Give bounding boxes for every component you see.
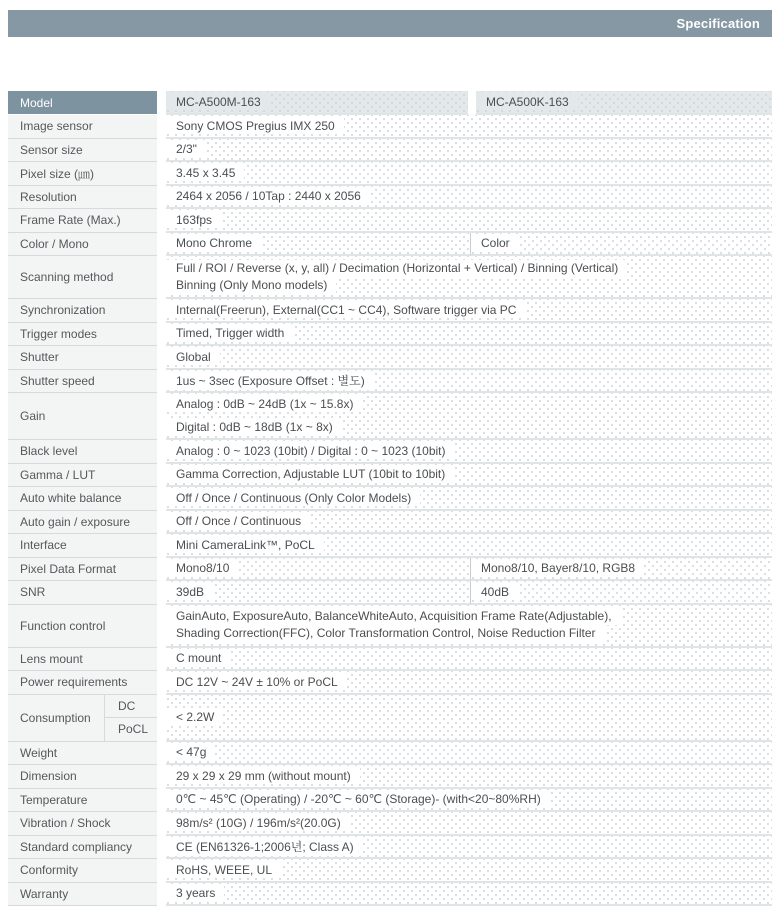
value-cell (166, 534, 772, 558)
table-row (8, 789, 772, 813)
value-cell (166, 812, 772, 836)
column-gap (157, 765, 166, 789)
table-row (8, 233, 772, 257)
row-value-line (166, 118, 772, 134)
row-value-line (166, 837, 772, 856)
column-gap (157, 671, 166, 695)
model-value-cell-right (476, 91, 772, 115)
model-name-mono-line (166, 94, 468, 110)
table-row (8, 765, 772, 789)
column-gap (157, 440, 166, 464)
row-value-line (166, 325, 772, 341)
row-value: Off / Once / Continuous (166, 513, 310, 529)
row-label: Frame Rate (Max.) (8, 209, 157, 233)
row-value: 29 x 29 x 29 mm (without mount) (166, 768, 360, 784)
column-gap (157, 487, 166, 511)
model-name-mono: MC-A500M-163 (166, 94, 270, 110)
row-value-line (166, 302, 772, 318)
column-gap (157, 139, 166, 163)
value-cell (166, 836, 772, 860)
value-cell-color (470, 233, 772, 257)
value-cell (166, 370, 772, 394)
value-cell (166, 883, 772, 907)
column-gap (157, 299, 166, 323)
table-row-model (8, 91, 772, 115)
row-value-line (166, 885, 772, 901)
row-value: Timed, Trigger width (166, 325, 293, 341)
row-value: GainAuto, ExposureAuto, BalanceWhiteAuto, Acquisition Frame Rate(Adjustable), (166, 608, 621, 625)
section-title: Specification (676, 16, 760, 31)
row-value-line (166, 744, 772, 760)
table-row (8, 393, 772, 440)
value-cell (166, 393, 772, 440)
value-cell (166, 605, 772, 648)
row-label: Vibration / Shock (8, 812, 157, 836)
row-value: Mono8/10 (166, 560, 238, 576)
row-value: Off / Once / Continuous (Only Color Models) (166, 490, 420, 506)
column-gap (157, 256, 166, 299)
row-value-line (166, 584, 470, 600)
row-value: 1us ~ 3sec (Exposure Offset : 별도) (166, 371, 374, 390)
value-cell-color (470, 558, 772, 582)
consumption-sub-label: PoCL (105, 717, 157, 741)
row-value: Mini CameraLink™, PoCL (166, 537, 324, 553)
row-value: 40dB (471, 584, 518, 600)
row-value: 0℃ ~ 45℃ (Operating) / -20℃ ~ 60℃ (Storage)- (with<20~80%RH) (166, 791, 550, 807)
row-value-line (166, 768, 772, 784)
row-value: Binning (Only Mono models) (166, 277, 336, 294)
value-cell (166, 765, 772, 789)
table-row (8, 440, 772, 464)
row-value-line (166, 490, 772, 506)
row-label: Power requirements (8, 671, 157, 695)
row-value: 3.45 x 3.45 (166, 165, 244, 181)
table-row (8, 648, 772, 672)
row-value-line (166, 393, 772, 416)
row-label: Black level (8, 440, 157, 464)
column-gap (157, 836, 166, 860)
column-gap (157, 605, 166, 648)
row-label: Dimension (8, 765, 157, 789)
table-row (8, 742, 772, 766)
table-row (8, 186, 772, 210)
column-gap (157, 558, 166, 582)
row-value-line (166, 709, 772, 725)
row-value: CE (EN61326-1;2006년; Class A) (166, 837, 363, 856)
column-gap (157, 883, 166, 907)
table-row (8, 581, 772, 605)
column-gap (157, 209, 166, 233)
value-cell (166, 299, 772, 323)
row-value: C mount (166, 650, 230, 666)
table-row (8, 162, 772, 186)
row-value: Sony CMOS Pregius IMX 250 (166, 118, 344, 134)
row-value: DC 12V ~ 24V ± 10% or PoCL (166, 674, 347, 690)
column-gap (157, 511, 166, 535)
value-cell (166, 464, 772, 488)
row-label: Pixel Data Format (8, 558, 157, 582)
value-cell (166, 440, 772, 464)
value-cell-mono (166, 233, 470, 257)
row-label: Function control (8, 605, 157, 648)
row-value-line (166, 371, 772, 390)
row-value-line (166, 235, 470, 251)
column-gap (157, 695, 166, 742)
row-label: Shutter speed (8, 370, 157, 394)
row-label: SNR (8, 581, 157, 605)
row-value: < 2.2W (166, 709, 223, 725)
column-gap (157, 393, 166, 440)
row-value: Digital : 0dB ~ 18dB (1x ~ 8x) (166, 419, 342, 435)
spec-table (8, 91, 772, 906)
row-value-line (166, 625, 772, 642)
model-name-color-line (476, 94, 772, 110)
column-gap (157, 233, 166, 257)
row-label: Trigger modes (8, 323, 157, 347)
row-label: Auto white balance (8, 487, 157, 511)
table-row (8, 115, 772, 139)
row-value: Mono8/10, Bayer8/10, RGB8 (471, 560, 644, 576)
row-label: Interface (8, 534, 157, 558)
row-value-line (166, 260, 772, 277)
table-row (8, 534, 772, 558)
column-gap (157, 186, 166, 210)
row-label: Warranty (8, 883, 157, 907)
column-gap (157, 581, 166, 605)
value-cell (166, 511, 772, 535)
table-row (8, 299, 772, 323)
table-row (8, 209, 772, 233)
row-value-line (166, 443, 772, 459)
row-value: 98m/s² (10G) / 196m/s²(20.0G) (166, 815, 350, 831)
table-row (8, 605, 772, 648)
value-cell (166, 789, 772, 813)
table-row (8, 558, 772, 582)
row-value-line (166, 349, 772, 365)
value-cell (166, 648, 772, 672)
consumption-label: Consumption (20, 710, 91, 725)
table-row (8, 256, 772, 299)
table-row (8, 859, 772, 883)
value-cell (166, 346, 772, 370)
column-gap (157, 859, 166, 883)
column-gap (157, 115, 166, 139)
value-cell-mono (166, 581, 470, 605)
row-label: Sensor size (8, 139, 157, 163)
row-value-line (166, 513, 772, 529)
row-label: Temperature (8, 789, 157, 813)
row-value-line (166, 608, 772, 625)
column-gap (157, 648, 166, 672)
row-label: Weight (8, 742, 157, 766)
table-row (8, 671, 772, 695)
table-row-consumption (8, 695, 772, 742)
table-row (8, 812, 772, 836)
row-value: 3 years (166, 885, 224, 901)
row-value: Analog : 0 ~ 1023 (10bit) / Digital : 0 ~ 1023 (10bit) (166, 443, 455, 459)
value-cell (166, 695, 772, 742)
column-gap (157, 323, 166, 347)
model-value-cell-left (166, 91, 468, 115)
table-row (8, 346, 772, 370)
value-cell (166, 186, 772, 210)
row-value-line (166, 537, 772, 553)
row-label: Resolution (8, 186, 157, 210)
table-row (8, 836, 772, 860)
row-value: Internal(Freerun), External(CC1 ~ CC4), Software trigger via PC (166, 302, 525, 318)
value-cell (166, 671, 772, 695)
column-gap (157, 812, 166, 836)
value-cell (166, 323, 772, 347)
row-value: 163fps (166, 212, 221, 228)
row-label: Standard compliancy (8, 836, 157, 860)
table-row (8, 464, 772, 488)
row-label: Lens mount (8, 648, 157, 672)
row-value: 2464 x 2056 / 10Tap : 2440 x 2056 (166, 188, 370, 204)
column-gap (157, 789, 166, 813)
row-label: Shutter (8, 346, 157, 370)
table-row (8, 323, 772, 347)
column-gap (157, 534, 166, 558)
row-label: Image sensor (8, 115, 157, 139)
row-value-line (166, 862, 772, 878)
row-value: Global (166, 349, 220, 365)
table-row (8, 139, 772, 163)
row-value-line (166, 815, 772, 831)
column-gap (157, 91, 166, 115)
row-label: Conformity (8, 859, 157, 883)
row-value-line (166, 212, 772, 228)
model-name-color: MC-A500K-163 (476, 94, 578, 110)
row-label: Scanning method (8, 256, 157, 299)
row-value: RoHS, WEEE, UL (166, 862, 281, 878)
row-value: 2/3" (166, 141, 206, 157)
value-cell (166, 859, 772, 883)
row-value-line (166, 560, 470, 576)
table-row (8, 487, 772, 511)
row-value: 39dB (166, 584, 213, 600)
table-row (8, 883, 772, 907)
value-cell-mono (166, 558, 470, 582)
row-value: < 47g (166, 744, 215, 760)
value-cell (166, 209, 772, 233)
column-gap (157, 370, 166, 394)
row-label: Pixel size (㎛) (8, 162, 157, 186)
value-cell (166, 115, 772, 139)
value-cell (166, 256, 772, 299)
table-row (8, 511, 772, 535)
row-value-line (166, 416, 772, 439)
row-value: Mono Chrome (166, 235, 261, 251)
row-value-line (166, 791, 772, 807)
row-value: Shading Correction(FFC), Color Transformation Control, Noise Reduction Filter (166, 625, 605, 642)
value-cell (166, 487, 772, 511)
row-value: Full / ROI / Reverse (x, y, all) / Decimation (Horizontal + Vertical) / Binning (Vertical) (166, 260, 627, 277)
row-label: Color / Mono (8, 233, 157, 257)
column-gap (157, 346, 166, 370)
table-row (8, 370, 772, 394)
row-value: Analog : 0dB ~ 24dB (1x ~ 15.8x) (166, 396, 362, 412)
specification-page (0, 10, 780, 906)
row-value-line (471, 235, 772, 251)
row-label-group (8, 695, 157, 742)
row-value-line (166, 165, 772, 181)
value-cell-color (470, 581, 772, 605)
value-cell (166, 162, 772, 186)
row-value-line (166, 466, 772, 482)
row-value: Gamma Correction, Adjustable LUT (10bit to 10bit) (166, 466, 454, 482)
row-value-line (166, 650, 772, 666)
consumption-sub-label: DC (118, 698, 136, 713)
row-value-line (471, 560, 772, 576)
row-value-line (166, 141, 772, 157)
row-label: Auto gain / exposure (8, 511, 157, 535)
value-cell (166, 139, 772, 163)
column-gap (157, 464, 166, 488)
row-value-line (166, 188, 772, 204)
section-header-bar (8, 10, 772, 37)
value-cell (166, 742, 772, 766)
row-value-line (471, 584, 772, 600)
row-label: Gain (8, 393, 157, 440)
row-label: Synchronization (8, 299, 157, 323)
row-value: Color (471, 235, 519, 251)
consumption-sub-column (104, 695, 157, 741)
row-value-line (166, 277, 772, 294)
row-value-line (166, 674, 772, 690)
column-gap (157, 162, 166, 186)
row-label: Gamma / LUT (8, 464, 157, 488)
column-gap (157, 742, 166, 766)
row-label: Model (8, 91, 157, 115)
